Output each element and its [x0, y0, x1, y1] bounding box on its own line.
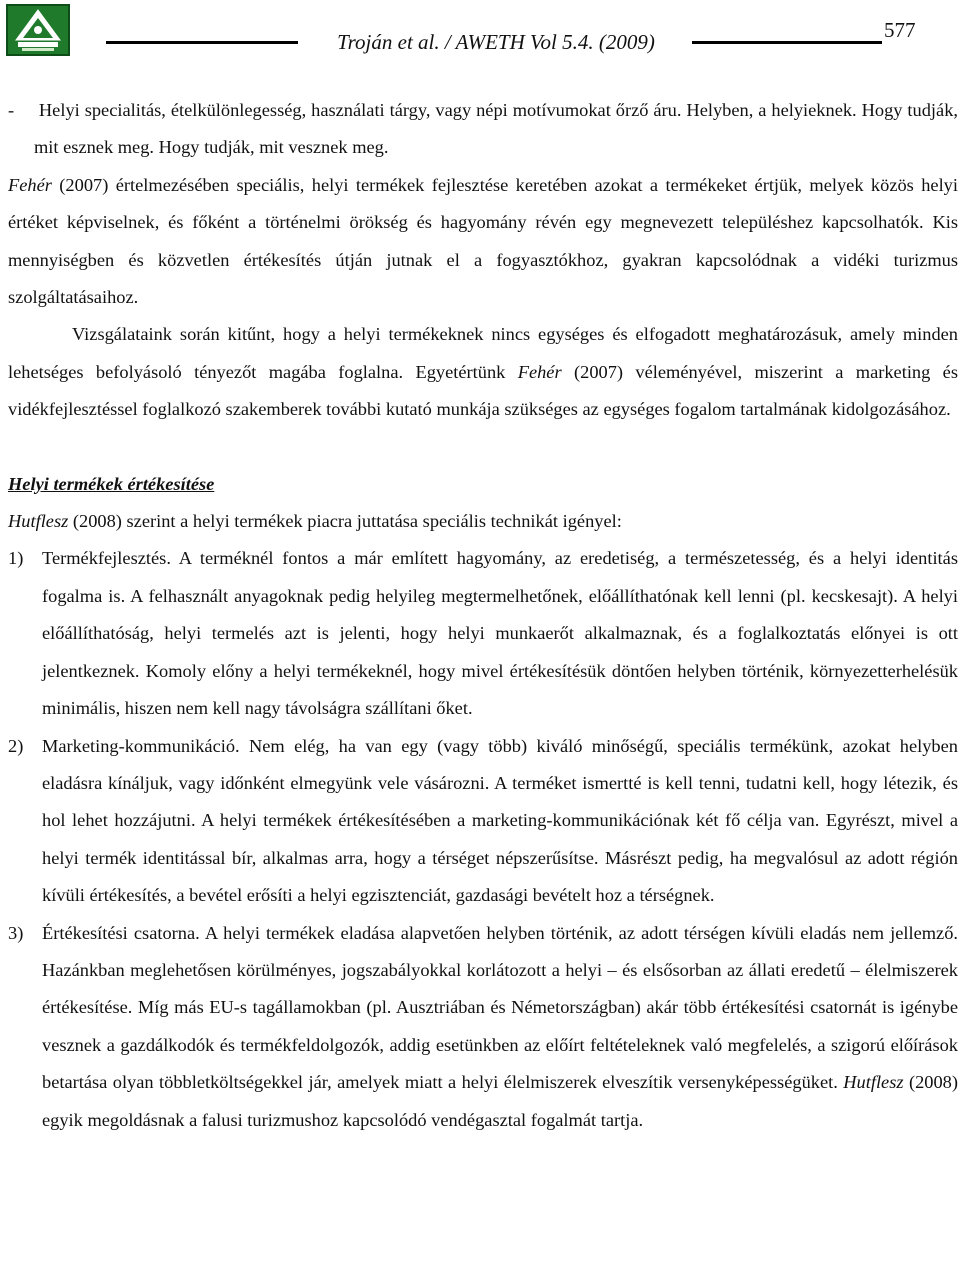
list-number: 3)	[8, 922, 24, 943]
journal-logo	[6, 4, 70, 56]
dash-item-text: Helyi specialitás, ételkülönlegesség, használati tárgy, vagy népi motívumokat őrző áru. Helyben, a helyieknek. Hogy tudják, mit esznek meg. Hogy tudják, mit vesznek meg.	[34, 100, 958, 158]
journal-logo-emblem	[8, 6, 68, 54]
numbered-list-item	[0, 540, 960, 727]
paragraph-text: (2007) véleményével, miszerint a marketing és vidékfejlesztéssel foglalkozó szakemberek további kutató munkája szükséges az egységes fogalom tartalmának kidolgozásához.	[8, 361, 958, 420]
section-intro	[0, 503, 960, 540]
paragraph-text: Vizsgálataink során kitűnt, hogy a helyi termékeknek nincs egységes és elfogadott meghatározásuk, amely minden lehetséges befolyásoló tényezőt magába foglalna. Egyetértünk	[8, 324, 958, 382]
numbered-list-item	[0, 915, 960, 1139]
author-citation: Hutflesz	[8, 511, 69, 532]
header-rule-left	[106, 41, 298, 44]
list-item-text: Termékfejlesztés. A terméknél fontos a már említett hagyomány, az eredetiség, a természetesség, és a helyi identitás fogalma is. A felhasznált anyagoknak pedig helyileg megtermelhetőnek, előállíthatónak kell lenni (pl. kecskesajt). A helyi előállíthatóság, helyi termelés azt is jelenti, hogy helyi munkaerőt alkalmaznak, és a foglalkoztatás előnyei is ott jelentkeznek. Komoly előny a helyi termékeknél, hogy mivel értékesítésük döntően helyben történik, környezetterhelésük minimális, hiszen nem kell nagy távolságra szállítani őket.	[42, 548, 958, 719]
author-citation: Fehér	[8, 174, 52, 195]
section-heading: Helyi termékek értékesítése	[8, 473, 215, 494]
paragraph-text: (2008) szerint a helyi termékek piacra juttatása speciális technikát igényel:	[68, 511, 622, 532]
paragraph-fehér-definition	[0, 167, 960, 317]
list-item-text: (2008) egyik megoldásnak a falusi turizmushoz kapcsolódó vendégasztal fogalmát tartja.	[42, 1072, 958, 1130]
numbered-list-item	[0, 728, 960, 915]
list-item-text: Marketing-kommunikáció. Nem elég, ha van egy (vagy több) kiváló minőségű, speciális termékünk, azokat helyben eladásra kínáljuk, vagy időnként elmegyünk vele vásározni. A terméket ismertté is kell tenni, tudatni kell, hogy létezik, és hol lehet hozzájutni. A helyi termékek értékesítésében a marketing-kommunikációnak két fő célja van. Egyrészt, mivel a helyi termék identitással bír, alkalmas arra, hogy a térséget népszerűsítse. Másrészt pedig, ha megvalósul az adott régión kívüli értékesítés, a bevétel erősíti a helyi egzisztenciát, gazdasági bevételt hoz a térségnek.	[42, 735, 958, 906]
list-number: 1)	[8, 548, 24, 569]
page-body	[0, 92, 960, 1139]
page-number: 577	[884, 18, 916, 42]
paragraph-text: (2007) értelmezésében speciális, helyi termékek fejlesztése keretében azokat a termékeket értjük, melyek közös helyi értéket képviselnek, és főként a történelmi örökség és hagyomány révén egy megnevezett településhez kapcsolhatók. Kis mennyiségben és közvetlen értékesítés útján jutnak el a fogyasztókhoz, gyakran kapcsolódnak a vidéki turizmus szolgáltatásaihoz.	[8, 174, 958, 308]
page-header	[0, 0, 960, 62]
list-item-text: Értékesítési csatorna. A helyi termékek eladása alapvetően helyben történik, az adott térségen kívüli eladás nem jellemző. Hazánkban meglehetősen körülményes, jogszabályokkal korlátozott a helyi – és elsősorban az állati eredetű – élelmiszerek értékesítése. Míg más EU-s tagállamokban (pl. Ausztriában és Németországban) akár több értékesítési csatornát is igénybe vesznek a gazdálkodók és termékfeldolgozók, addig esetünkben az előírt feltételeknek való megfelelés, a szigorú előírások betartása olyan többletköltségekkel jár, amelyek miatt a helyi élelmiszerek elveszítik versenyképességüket.	[42, 922, 958, 1093]
header-rule-right	[692, 41, 882, 44]
list-number: 2)	[8, 735, 24, 756]
paragraph-research-findings	[0, 316, 960, 428]
author-citation: Hutflesz	[843, 1072, 904, 1093]
journal-reference: Troján et al. / AWETH Vol 5.4. (2009)	[337, 30, 655, 54]
author-citation: Fehér	[517, 361, 562, 382]
spacer	[0, 429, 960, 466]
dash-list-item: - Helyi specialitás, ételkülönlegesség, használati tárgy, vagy népi motívumokat őrző áru. Helyben, a helyieknek. Hogy tudják, mit esznek meg. Hogy tudják, mit vesznek meg.	[8, 100, 958, 158]
